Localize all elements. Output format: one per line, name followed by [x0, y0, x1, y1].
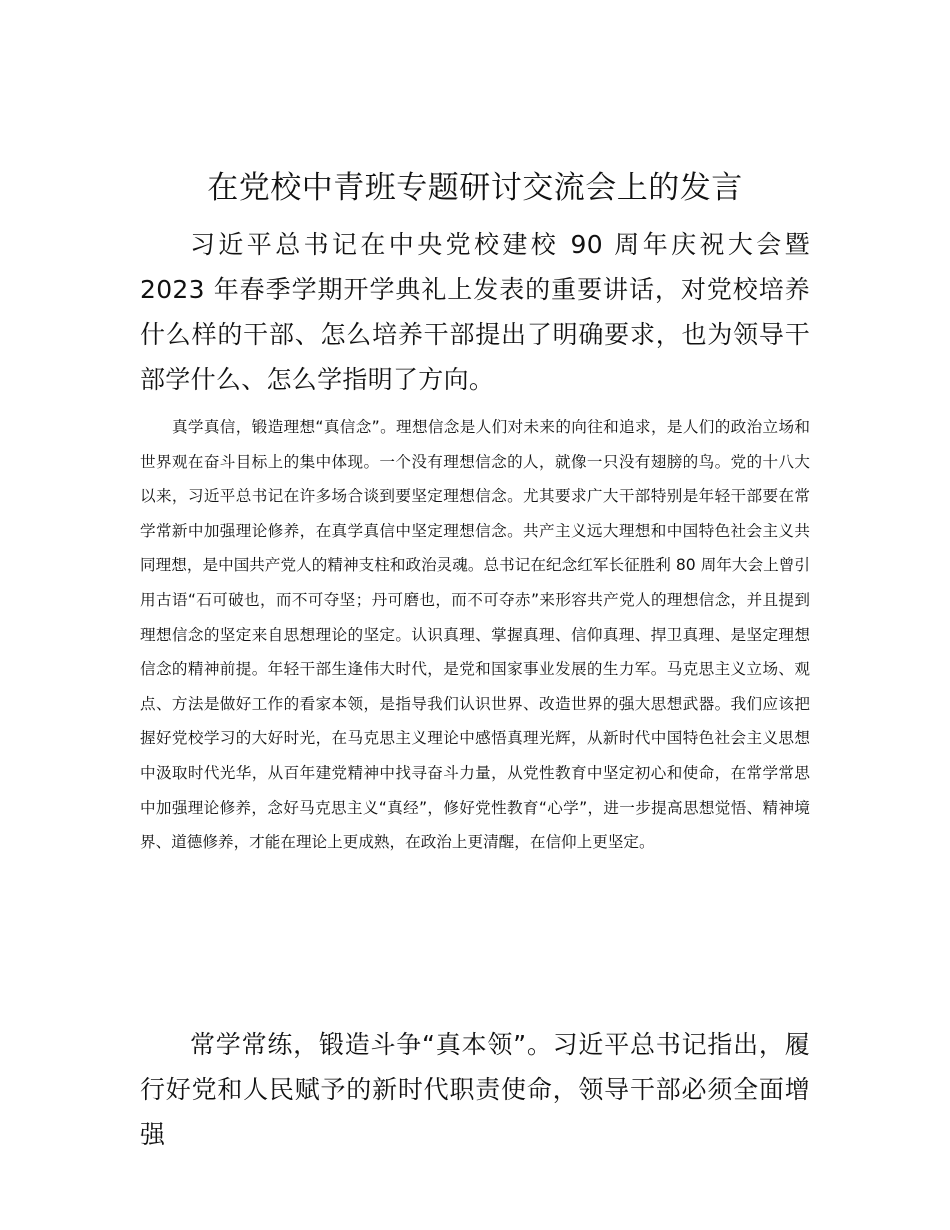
paragraph-struggle-skills: 常学常练，锻造斗争“真本领”。习近平总书记指出，履行好党和人民赋予的新时代职责使命，领导干部必须全面增强 [140, 1030, 810, 1149]
paragraph-true-belief: 真学真信，锻造理想“真信念”。理想信念是人们对未来的向往和追求，是人们的政治立场和世界观在奋斗目标上的集中体现。一个没有理想信念的人，就像一只没有翅膀的鸟。党的十八大以来，习近平总书记在许多场合谈到要坚定理想信念。尤其要求广大干部特别是年轻干部要在常学常新中加强理论修养，在真学真信中坚定理想信念。共产主义远大理想和中国特色社会主义共同理想，是中国共产党人的精神支柱和政治灵魂。总书记在纪念红军长征胜利 80 周年大会上曾引用古语“石可破也，而不可夺坚；丹可磨也，而不可夺赤”来形容共产党人的理想信念，并且提到理想信念的坚定来自思想理论的坚定。认识真理、掌握真理、信仰真理、捍卫真理、是坚定理想信念的精神前提。年轻干部生逢伟大时代，是党和国家事业发展的生力军。马克思主义立场、观点、方法是做好工作的看家本领，是指导我们认识世界、改造世界的强大思想武器。我们应该把握好党校学习的大好时光，在马克思主义理论中感悟真理光辉，从新时代中国特色社会主义思想中汲取时代光华，从百年建党精神中找寻奋斗力量，从党性教育中坚定初心和使命，在常学常思中加强理论修养，念好马克思主义“真经”，修好党性教育“心学”，进一步提高思想觉悟、精神境界、道德修养，才能在理论上更成熟，在政治上更清醒，在信仰上更坚定。 [140, 418, 810, 852]
paragraph-intro: 习近平总书记在中央党校建校 90 周年庆祝大会暨 2023 年春季学期开学典礼上发表的重要讲话，对党校培养什么样的干部、怎么培养干部提出了明确要求，也为领导干部学什么、怎么学指明了方向。 [140, 230, 810, 394]
document-title: 在党校中青班专题研讨交流会上的发言 [207, 170, 743, 206]
